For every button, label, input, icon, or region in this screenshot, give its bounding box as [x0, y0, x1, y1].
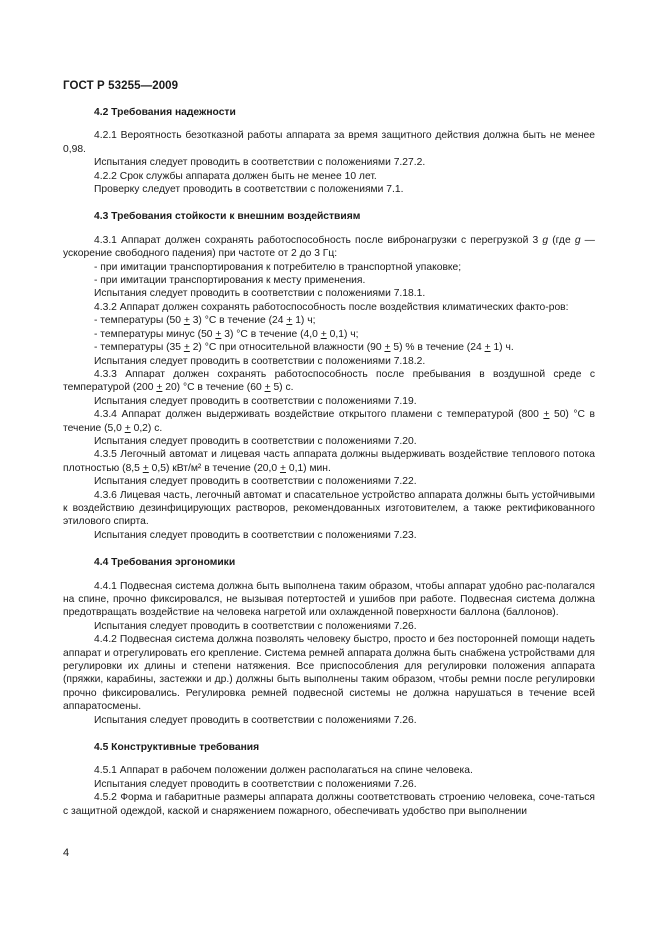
paragraph: - температуры минус (50 + 3) °С в течение (4,0 + 0,1) ч;: [94, 328, 359, 340]
paragraph: Проверку следует проводить в соответствии с положениями 7.1.: [94, 184, 404, 196]
paragraph: Испытания следует проводить в соответствии с положениями 7.20.: [94, 435, 417, 447]
paragraph: 4.3.4 Аппарат должен выдерживать воздействие открытого пламени с температурой (800 + 50) °С в течение (5,0 + 0,2) с.: [63, 409, 595, 434]
document-header: ГОСТ Р 53255—2009: [63, 80, 179, 92]
paragraph: Испытания следует проводить в соответствии с положениями 7.19.: [94, 395, 417, 407]
paragraph: 4.2.2 Срок службы аппарата должен быть не менее 10 лет.: [94, 170, 377, 182]
paragraph: - температуры (50 + 3) °С в течение (24 + 1) ч;: [94, 315, 316, 327]
paragraph: 4.3.3 Аппарат должен сохранять работоспособность после пребывания в воздушной среде с температурой (200 + 20) °С в течение (60 + 5) с.: [63, 368, 595, 394]
section-heading: 4.2 Требования надежности: [94, 107, 236, 118]
section-heading: 4.4 Требования эргономики: [94, 557, 236, 569]
paragraph: Испытания следует проводить в соответствии с положениями 7.18.2.: [94, 355, 426, 367]
paragraph: 4.5.2 Форма и габаритные размеры аппарата должны соответствовать строению человека, соче-таться с защитной одеждой, каской и снаряжением пожарного, обеспечивать удобство при выполнении: [63, 792, 595, 817]
paragraph: Испытания следует проводить в соответствии с положениями 7.26.: [94, 714, 417, 726]
paragraph: Испытания следует проводить в соответствии с положениями 7.27.2.: [94, 157, 426, 169]
paragraph: 4.3.6 Лицевая часть, легочный автомат и спасательное устройство аппарата должны быть устойчивыми к воздействию дезинфицирующих растворов, рекомендованных изготовителем, а также ректификованного этилового спирта.: [63, 489, 595, 528]
paragraph: 4.2.1 Вероятность безотказной работы аппарата за время защитного действия должна быть не менее 0,98.: [63, 130, 595, 155]
paragraph: 4.5.1 Аппарат в рабочем положении должен располагаться на спине человека.: [94, 765, 473, 777]
paragraph: - при имитации транспортирования к потребителю в транспортной упаковке;: [94, 261, 462, 273]
paragraph: 4.4.1 Подвесная система должна быть выполнена таким образом, чтобы аппарат удобно рас-полагался на спине, прочно фиксировался, не вызывая потертостей и ушибов при работе. Подвесная система должна предотвращать воздействие на человека нагретой или охлажденной поверхности баллона (баллонов).: [63, 580, 595, 619]
paragraph: 4.4.2 Подвесная система должна позволять человеку быстро, просто и без посторонней помощи надеть аппарат и отрегулировать его крепление. Система ремней аппарата должна быть снабжена устройствами для регулировки их длины и степени натяжения. Все приспособления для регулировки положения аппарата (пряжки, карабины, застежки и др.) должны быть выполнены таким образом, чтобы ремни после регулировки прочно фиксировались. Регулировка ремней подвесной системы не должна нарушаться в течение всей аппаратосмены.: [63, 634, 595, 713]
paragraph: 4.3.1 Аппарат должен сохранять работоспособность после вибронагрузки с перегрузкой 3 g (где g — ускорение свободного падения) при частоте от 2 до 3 Гц:: [63, 234, 595, 260]
paragraph: Испытания следует проводить в соответствии с положениями 7.22.: [94, 476, 417, 488]
paragraph: 4.3.5 Легочный автомат и лицевая часть аппарата должны выдерживать воздействие теплового потока плотностью (8,5 + 0,5) кВт/м² в течение (20,0 + 0,1) мин.: [63, 449, 595, 474]
paragraph: Испытания следует проводить в соответствии с положениями 7.26.: [94, 778, 417, 790]
paragraph: - температуры (35 + 2) °С при относительной влажности (90 + 5) % в течение (24 + 1) ч.: [94, 342, 514, 354]
paragraph: 4.3.2 Аппарат должен сохранять работоспособность после воздействия климатических факто-ров:: [94, 301, 569, 313]
paragraph: Испытания следует проводить в соответствии с положениями 7.23.: [94, 529, 417, 541]
section-heading: 4.5 Конструктивные требования: [94, 742, 260, 754]
paragraph: Испытания следует проводить в соответствии с положениями 7.26.: [94, 620, 417, 632]
paragraph: Испытания следует проводить в соответствии с положениями 7.18.1.: [94, 288, 426, 300]
document-body: [63, 106, 595, 818]
paragraph: - при имитации транспортирования к месту применения.: [94, 275, 366, 287]
section-heading: 4.3 Требования стойкости к внешним воздействиям: [94, 211, 361, 223]
page-number: 4: [63, 847, 70, 859]
